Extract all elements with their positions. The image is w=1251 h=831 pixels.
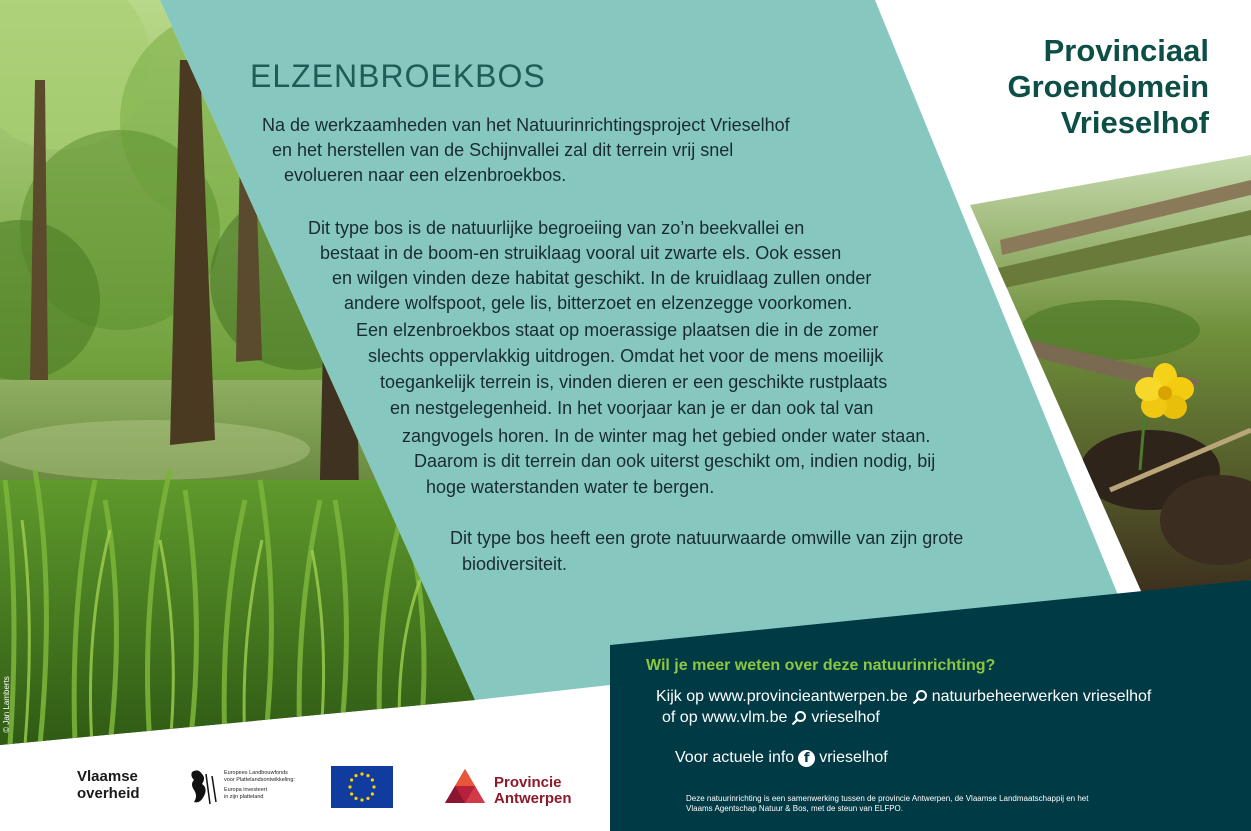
body-line: evolueren naar een elzenbroekbos.	[284, 165, 567, 185]
logo-text-line: Provincie	[494, 774, 562, 791]
provincie-link[interactable]: Kijk op www.provincieantwerpen.be	[656, 688, 908, 705]
body-line: en wilgen vinden deze habitat geschikt. In de kruidlaag zullen onder	[332, 268, 872, 288]
body-line: hoge waterstanden water te bergen.	[426, 477, 715, 497]
body-line: Dit type bos heeft een grote natuurwaarde omwille van zijn grote	[450, 528, 964, 548]
logo-provincie-antwerpen	[444, 767, 584, 807]
brand-line: Provinciaal	[1043, 33, 1209, 68]
body-line: toegankelijk terrein is, vinden dieren er een geschikte rustplaats	[380, 372, 888, 392]
body-line: en het herstellen van de Schijnvallei zal dit terrein vrij snel	[272, 140, 734, 160]
photo-credit: © Jan Lamberts	[1, 676, 11, 733]
info-line-vlm	[662, 709, 880, 727]
body-line: andere wolfspoot, gele lis, bitterzoet en elzenzegge voorkomen.	[344, 293, 853, 313]
brand-line: Groendomein	[1007, 69, 1209, 104]
footnote-line: Vlaams Agentschap Natuur & Bos, met de steun van ELFPO.	[686, 804, 904, 813]
logo-text-line: in zijn platteland	[224, 794, 264, 800]
body-line: Een elzenbroekbos staat op moerassige plaatsen die in de zomer	[356, 320, 879, 340]
elfpo-text	[224, 770, 295, 801]
brand-title	[1007, 33, 1209, 141]
body-line: Daarom is dit terrein dan ook uiterst geschikt om, indien nodig, bij	[414, 451, 936, 471]
partnership-footnote	[686, 794, 1088, 814]
body-line: biodiversiteit.	[462, 554, 568, 574]
logo-vlaamse-overheid	[77, 768, 140, 802]
body-line: Na de werkzaamheden van het Natuurinrichtingsproject Vrieselhof	[262, 115, 790, 135]
body-line: en nestgelegenheid. In het voorjaar kan je er dan ook tal van	[390, 398, 874, 418]
brand-line: Vrieselhof	[1060, 105, 1209, 140]
logo-text-line: Europees Landbouwfonds	[224, 770, 288, 776]
body-line: slechts oppervlakkig uitdrogen. Omdat het voor de mens moeilijk	[368, 346, 884, 366]
provincie-antwerpen-text	[494, 775, 572, 807]
vlm-search-term: vrieselhof	[811, 709, 880, 726]
eu-flag-icon	[331, 766, 393, 808]
page-title: ELZENBROEKBOS	[250, 58, 546, 94]
provincie-search-term: natuurbeheerwerken vrieselhof	[931, 688, 1152, 705]
body-line: Dit type bos is de natuurlijke begroeiing van zo’n beekvallei en	[308, 218, 805, 238]
body-line: zangvogels horen. In de winter mag het gebied onder water staan.	[402, 426, 931, 446]
search-icon	[791, 710, 807, 726]
facebook-label: Voor actuele info	[675, 749, 795, 766]
vlm-link[interactable]: of op www.vlm.be	[662, 709, 788, 726]
logo-text-line: overheid	[77, 785, 140, 802]
logo-text-line: Europa investeert	[224, 787, 268, 793]
info-heading: Wil je meer weten over deze natuurinrichting?	[646, 657, 996, 674]
logo-elfpo	[188, 768, 308, 806]
logo-text-line: Antwerpen	[494, 790, 572, 807]
body-line: bestaat in de boom-en struiklaag vooral uit zwarte els. Ook essen	[320, 243, 842, 263]
facebook-icon[interactable]: f	[798, 750, 815, 767]
info-line-facebook	[675, 749, 888, 767]
logo-text-line: voor Plattelandsontwikkeling:	[224, 777, 295, 783]
triangle-logo-icon	[444, 767, 486, 805]
footnote-line: Deze natuurinrichting is een samenwerking tussen de provincie Antwerpen, de Vlaamse Landmaatschappij en het	[686, 794, 1089, 803]
lion-icon	[188, 768, 220, 806]
facebook-page-name[interactable]: vrieselhof	[819, 749, 888, 766]
logo-text-line: Vlaamse	[77, 768, 138, 785]
search-icon	[912, 689, 928, 705]
info-line-provincie	[656, 688, 1151, 706]
